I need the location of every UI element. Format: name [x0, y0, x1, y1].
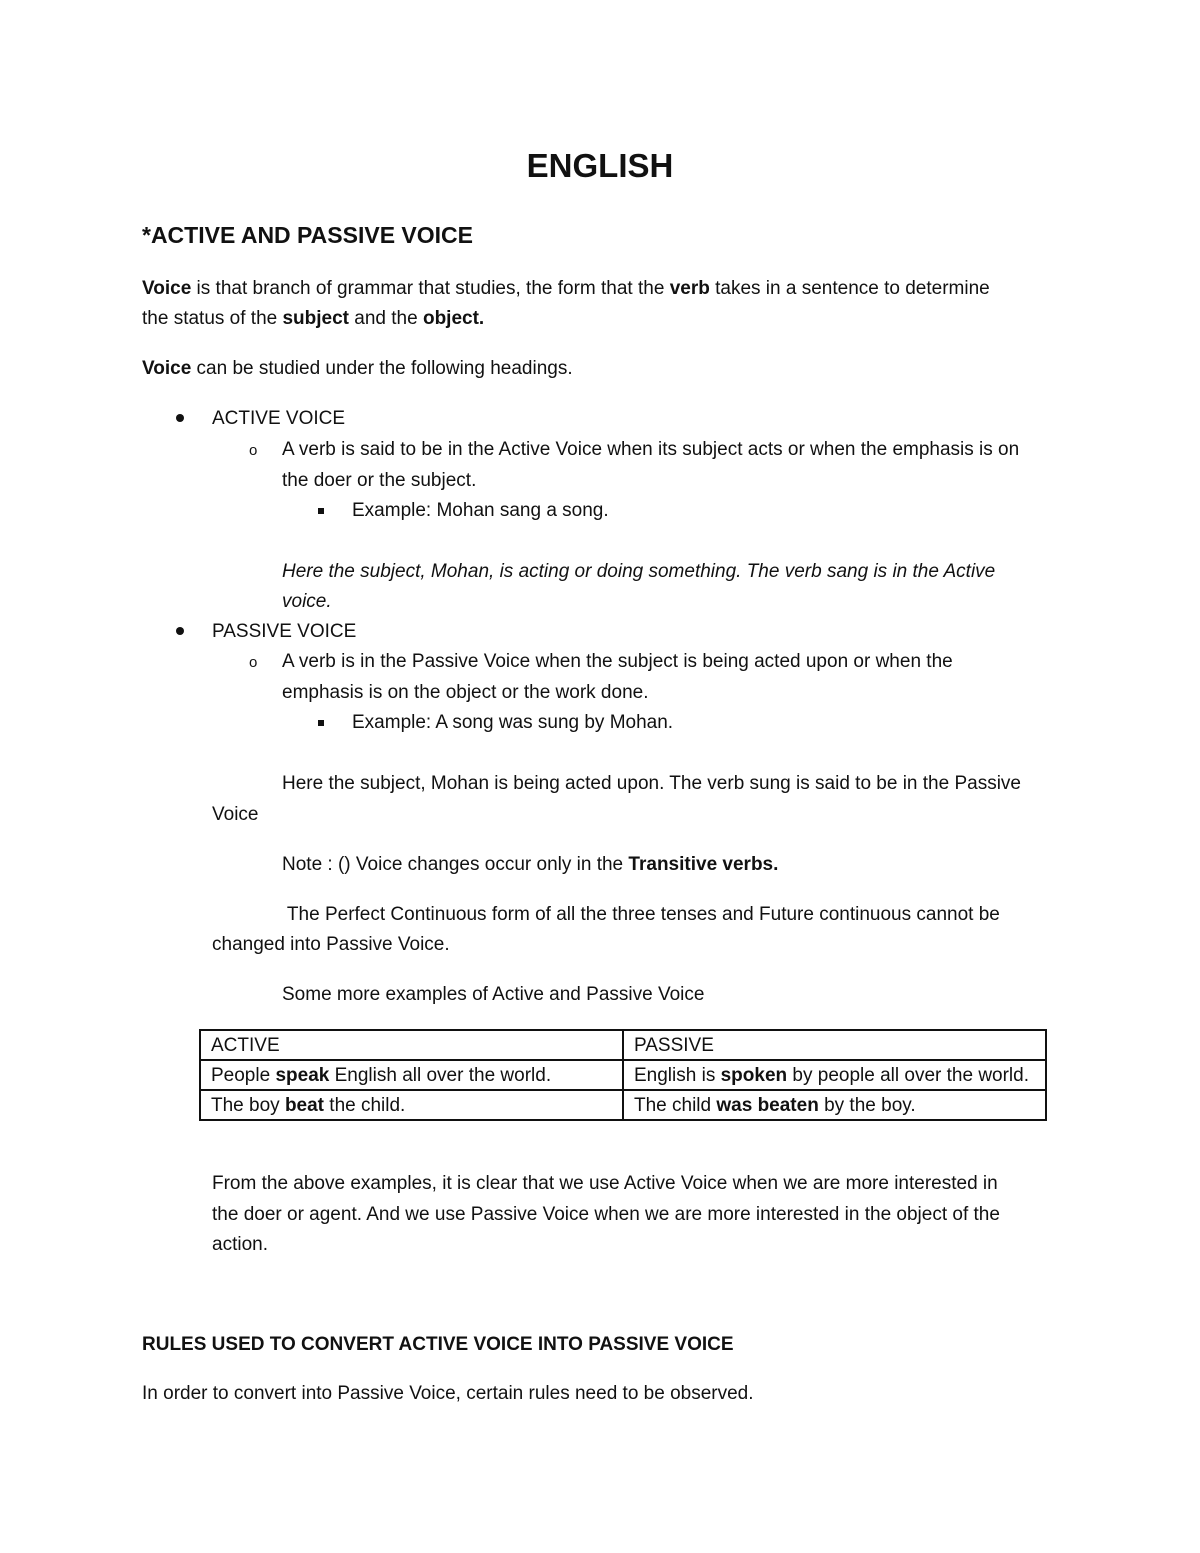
table-cell-active: People speak English all over the world.	[200, 1060, 623, 1090]
perfect-continuous-line-2: changed into Passive Voice.	[212, 934, 450, 955]
section-heading: *ACTIVE AND PASSIVE VOICE	[142, 222, 474, 248]
table-header-passive: PASSIVE	[623, 1030, 1046, 1060]
passive-explanation-line-2: Voice	[212, 804, 259, 825]
table-cell-active: The boy beat the child.	[200, 1090, 623, 1120]
document-title: ENGLISH	[526, 147, 674, 184]
examples-table	[199, 1029, 1047, 1121]
intro-paragraph-line-1: Voice is that branch of grammar that studies, the form that the verb takes in a sentence to determine	[142, 278, 990, 299]
active-explanation-line-2: voice.	[282, 591, 332, 612]
passive-example: Example: A song was sung by Mohan.	[352, 712, 674, 733]
bullet-circle-icon: o	[249, 442, 258, 459]
conclusion-line-3: action.	[212, 1234, 268, 1255]
conclusion-line-1: From the above examples, it is clear that we use Active Voice when we are more interested in	[212, 1173, 998, 1194]
active-voice-heading: ACTIVE VOICE	[212, 408, 346, 429]
passive-definition-line-2: emphasis is on the object or the work done.	[282, 682, 649, 703]
table-row	[200, 1090, 1046, 1120]
passive-voice-heading: PASSIVE VOICE	[212, 621, 357, 642]
examples-intro: Some more examples of Active and Passive Voice	[282, 984, 705, 1005]
bullet-square-icon	[318, 720, 324, 726]
bullet-dot-icon	[176, 414, 184, 422]
active-definition-line-2: the doer or the subject.	[282, 470, 477, 491]
active-explanation-line-1: Here the subject, Mohan, is acting or doing something. The verb sang is in the Active	[282, 561, 996, 582]
transitive-note: Note : () Voice changes occur only in the Transitive verbs.	[282, 854, 779, 875]
table-cell-passive: English is spoken by people all over the world.	[623, 1060, 1046, 1090]
table-cell-passive: The child was beaten by the boy.	[623, 1090, 1046, 1120]
bullet-dot-icon	[176, 627, 184, 635]
conclusion-line-2: the doer or agent. And we use Passive Voice when we are more interested in the object of the	[212, 1204, 1000, 1225]
active-definition-line-1: A verb is said to be in the Active Voice when its subject acts or when the emphasis is on	[282, 439, 1020, 460]
intro-paragraph-line-2: the status of the subject and the object.	[142, 308, 485, 329]
active-example: Example: Mohan sang a song.	[352, 500, 609, 521]
passive-explanation-line-1: Here the subject, Mohan is being acted upon. The verb sung is said to be in the Passive	[282, 773, 1021, 794]
bullet-square-icon	[318, 508, 324, 514]
rules-intro: In order to convert into Passive Voice, certain rules need to be observed.	[142, 1383, 754, 1404]
headings-intro: Voice can be studied under the following headings.	[142, 358, 573, 379]
perfect-continuous-line-1: The Perfect Continuous form of all the three tenses and Future continuous cannot be	[282, 904, 1000, 925]
table-header-row	[200, 1030, 1046, 1060]
passive-definition-line-1: A verb is in the Passive Voice when the subject is being acted upon or when the	[282, 651, 953, 672]
rules-heading: RULES USED TO CONVERT ACTIVE VOICE INTO PASSIVE VOICE	[142, 1334, 734, 1355]
table-header-active: ACTIVE	[200, 1030, 623, 1060]
table-row	[200, 1060, 1046, 1090]
bullet-circle-icon: o	[249, 654, 258, 671]
